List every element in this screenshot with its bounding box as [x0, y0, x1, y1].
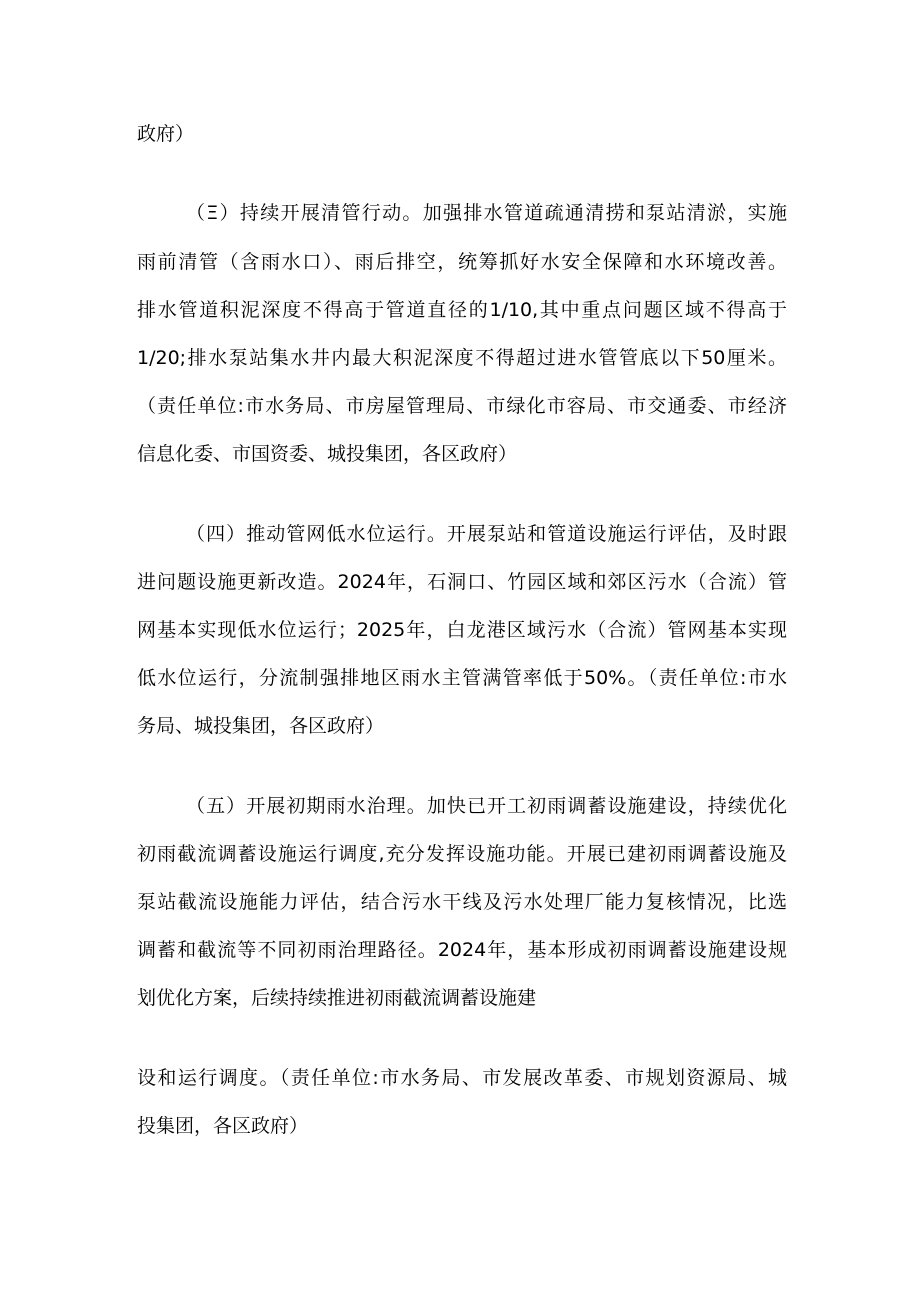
paragraph-fragment-line-1: 政府）: [137, 123, 195, 145]
section-4-line-3: 网基本实现低水位运行；2025年，白龙港区域污水（合流）管网基本实现: [137, 619, 787, 641]
section-5-continued-line-1: 设和运行调度。（责任单位:市水务局、市发展改革委、市规划资源局、城: [137, 1067, 787, 1089]
section-3-line-4: 1/20;排水泵站集水井内最大积泥深度不得超过进水管管底以下50厘米。: [137, 347, 787, 369]
section-5-line-1: （五）开展初期雨水治理。加快已开工初雨调蓄设施建设，持续优化: [186, 795, 787, 817]
section-3-line-3: 排水管道积泥深度不得高于管道直径的1/10,其中重点问题区域不得高于: [137, 299, 787, 321]
section-5-line-2: 初雨截流调蓄设施运行调度,充分发挥设施功能。开展已建初雨调蓄设施及: [137, 843, 787, 865]
section-4-line-2: 进问题设施更新改造。2024年，石洞口、竹园区域和郊区污水（合流）管: [137, 571, 787, 593]
section-3-line-6: 信息化委、市国资委、城投集团，各区政府）: [137, 443, 518, 465]
section-4-line-5: 务局、城投集团，各区政府）: [137, 715, 385, 737]
section-3-line-1: （Ξ）持续开展清管行动。加强排水管道疏通清捞和泵站清淤，实施: [186, 202, 787, 224]
section-3-line-2: 雨前清管（含雨水口）、雨后排空，统筹抓好水安全保障和水环境改善。: [137, 251, 787, 273]
section-4-line-4: 低水位运行，分流制强排地区雨水主管满管率低于50%。（责任单位:市水: [137, 667, 787, 689]
section-5-line-5: 划优化方案，后续持续推进初雨截流调蓄设施建: [137, 987, 537, 1009]
section-5-line-3: 泵站截流设施能力评估，结合污水干线及污水处理厂能力复核情况，比选: [137, 891, 787, 913]
section-5-line-4: 调蓄和截流等不同初雨治理路径。2024年，基本形成初雨调蓄设施建设规: [137, 939, 787, 961]
section-5-continued-line-2: 投集团，各区政府）: [137, 1115, 309, 1137]
section-3-line-5: （责任单位:市水务局、市房屋管理局、市绿化市容局、市交通委、市经济: [137, 395, 787, 417]
section-4-line-1: （四）推动管网低水位运行。开展泵站和管道设施运行评估，及时跟: [186, 523, 787, 545]
